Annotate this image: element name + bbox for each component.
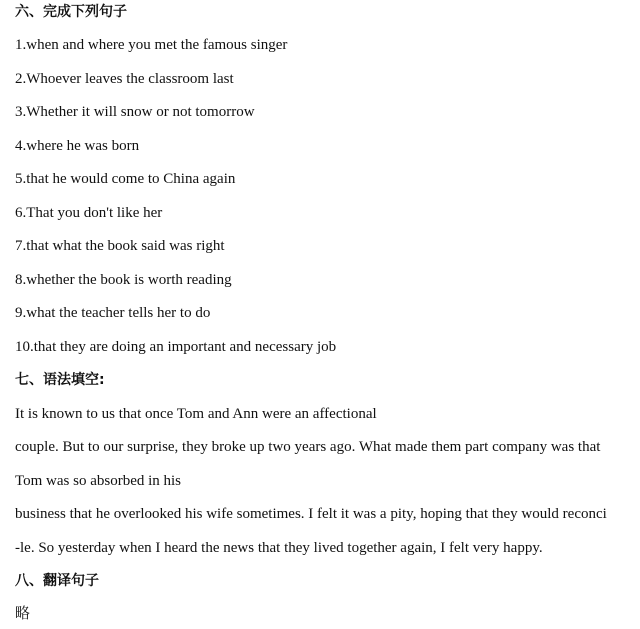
passage-line-4: business that he overlooked his wife sometimes. I felt it was a pity, hoping that they would reconci <box>15 506 607 522</box>
answer-item-3: 3.Whether it will snow or not tomorrow <box>15 104 255 120</box>
answer-item-4: 4.where he was born <box>15 138 140 154</box>
answer-item-2: 2.Whoever leaves the classroom last <box>15 71 234 87</box>
passage-line-3: Tom was so absorbed in his <box>15 473 182 489</box>
answer-item-5: 5.that he would come to China again <box>15 171 236 187</box>
answer-item-10: 10.that they are doing an important and necessary job <box>15 339 337 355</box>
passage-line-5: -le. So yesterday when I heard the news that they lived together again, I felt very happy. <box>15 540 543 556</box>
passage-line-2: couple. But to our surprise, they broke up two years ago. What made them part company was that <box>15 439 601 455</box>
section-6-heading: 六、完成下列句子 <box>15 4 127 20</box>
section-8-body: 略 <box>15 606 31 622</box>
answer-item-1: 1.when and where you met the famous singer <box>15 37 288 53</box>
answer-item-8: 8.whether the book is worth reading <box>15 272 232 288</box>
section-8-heading: 八、翻译句子 <box>15 573 99 589</box>
passage-line-1: It is known to us that once Tom and Ann were an affectional <box>15 406 377 422</box>
answer-item-6: 6.That you don't like her <box>15 205 163 221</box>
answer-item-7: 7.that what the book said was right <box>15 238 225 254</box>
answer-item-9: 9.what the teacher tells her to do <box>15 305 211 321</box>
section-7-heading: 七、语法填空: <box>15 372 105 388</box>
